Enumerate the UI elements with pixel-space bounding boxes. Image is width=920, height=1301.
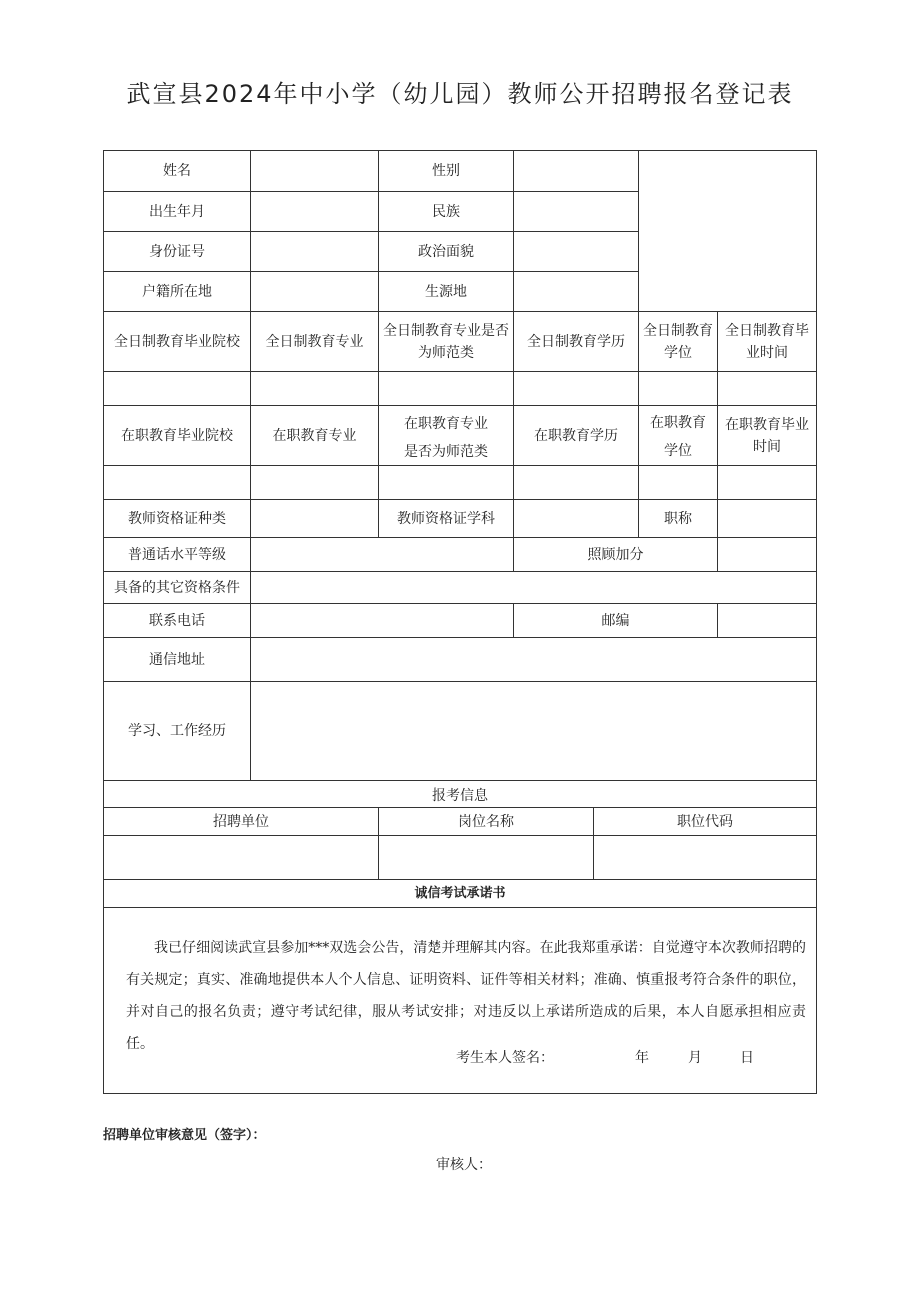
label-birth: 出生年月: [104, 192, 251, 232]
label-ft-normal: 全日制教育专业是否为师范类: [379, 312, 514, 372]
label-bonus: 照顾加分: [514, 538, 718, 572]
input-title-rank[interactable]: [718, 500, 816, 538]
label-name: 姓名: [104, 151, 251, 192]
label-recruit-unit: 招聘单位: [104, 808, 379, 836]
label-promise-title: 诚信考试承诺书: [104, 880, 816, 908]
label-other-qual: 具备的其它资格条件: [104, 572, 251, 604]
input-mandarin[interactable]: [251, 538, 514, 572]
input-post-name[interactable]: [379, 836, 594, 880]
input-ft-normal[interactable]: [379, 372, 514, 406]
label-pt-normal: [379, 406, 514, 466]
input-pt-degree[interactable]: [639, 466, 718, 500]
input-gender[interactable]: [514, 151, 639, 192]
label-pt-school: 在职教育毕业院校: [104, 406, 251, 466]
input-political[interactable]: [514, 232, 639, 272]
photo-box[interactable]: [639, 151, 816, 312]
label-pt-degree-line2: 学位: [664, 442, 692, 459]
input-ft-school[interactable]: [104, 372, 251, 406]
input-pt-major[interactable]: [251, 466, 379, 500]
promise-text: 我已仔细阅读武宣县参加***双选会公告，清楚并理解其内容。在此我郑重承诺：自觉遵守本次教师招聘的有关规定；真实、准确地提供本人个人信息、证明资料、证件等相关材料；准确、慎重报考符合条件的职位，并对自己的报名负责；遵守考试纪律，服从考试安排；对违反以上承诺所造成的后果，本人自愿承担相应责任。: [126, 940, 806, 1052]
sign-month-label: 月: [688, 1050, 702, 1066]
signature-field[interactable]: [544, 1048, 624, 1068]
label-id-number: 身份证号: [104, 232, 251, 272]
input-birth[interactable]: [251, 192, 379, 232]
input-ethnicity[interactable]: [514, 192, 639, 232]
registration-form-table: [103, 150, 817, 1094]
label-post-code: 职位代码: [594, 808, 816, 836]
label-origin: 生源地: [379, 272, 514, 312]
input-post-code[interactable]: [594, 836, 816, 880]
label-gender: 性别: [379, 151, 514, 192]
label-pt-time: 在职教育毕业时间: [718, 406, 816, 466]
input-id-number[interactable]: [251, 232, 379, 272]
label-cert-type: 教师资格证种类: [104, 500, 251, 538]
input-address[interactable]: [251, 638, 816, 682]
input-postcode[interactable]: [718, 604, 816, 638]
signature-label: 考生本人签名：: [456, 1050, 554, 1066]
label-pt-degree: [639, 406, 718, 466]
input-recruit-unit[interactable]: [104, 836, 379, 880]
input-ft-time[interactable]: [718, 372, 816, 406]
label-post-name: 岗位名称: [379, 808, 594, 836]
reviewer-label: 审核人：: [436, 1157, 492, 1173]
input-ft-edu[interactable]: [514, 372, 639, 406]
sign-year-label: 年: [635, 1050, 649, 1066]
input-ft-major[interactable]: [251, 372, 379, 406]
label-ft-major: 全日制教育专业: [251, 312, 379, 372]
input-pt-time[interactable]: [718, 466, 816, 500]
label-pt-major: 在职教育专业: [251, 406, 379, 466]
page-title: 武宣县2024年中小学（幼儿园）教师公开招聘报名登记表: [126, 80, 794, 108]
label-title-rank: 职称: [639, 500, 718, 538]
label-ft-school: 全日制教育毕业院校: [104, 312, 251, 372]
input-pt-normal[interactable]: [379, 466, 514, 500]
label-ft-time: 全日制教育毕业时间: [718, 312, 816, 372]
input-pt-school[interactable]: [104, 466, 251, 500]
label-pt-degree-line1: 在职教育: [650, 414, 706, 431]
input-origin[interactable]: [514, 272, 639, 312]
label-hukou: 户籍所在地: [104, 272, 251, 312]
input-name[interactable]: [251, 151, 379, 192]
input-bonus[interactable]: [718, 538, 816, 572]
label-history: 学习、工作经历: [104, 682, 251, 781]
promise-section: [104, 908, 818, 1093]
label-pt-normal-line1: 在职教育专业: [404, 415, 488, 432]
label-pt-edu: 在职教育学历: [514, 406, 639, 466]
label-mandarin: 普通话水平等级: [104, 538, 251, 572]
review-opinion-label: 招聘单位审核意见（签字）：: [103, 1128, 266, 1143]
input-history[interactable]: [251, 682, 816, 781]
label-ft-degree: 全日制教育学位: [639, 312, 718, 372]
label-political: 政治面貌: [379, 232, 514, 272]
label-address: 通信地址: [104, 638, 251, 682]
label-ft-edu: 全日制教育学历: [514, 312, 639, 372]
label-pt-normal-line2: 是否为师范类: [404, 443, 488, 460]
input-hukou[interactable]: [251, 272, 379, 312]
input-phone[interactable]: [251, 604, 514, 638]
input-cert-subject[interactable]: [514, 500, 639, 538]
label-apply-info: 报考信息: [104, 781, 816, 808]
label-cert-subject: 教师资格证学科: [379, 500, 514, 538]
input-pt-edu[interactable]: [514, 466, 639, 500]
label-ethnicity: 民族: [379, 192, 514, 232]
input-ft-degree[interactable]: [639, 372, 718, 406]
sign-day-label: 日: [740, 1050, 754, 1066]
input-other-qual[interactable]: [251, 572, 816, 604]
input-cert-type[interactable]: [251, 500, 379, 538]
label-phone: 联系电话: [104, 604, 251, 638]
label-postcode: 邮编: [514, 604, 718, 638]
